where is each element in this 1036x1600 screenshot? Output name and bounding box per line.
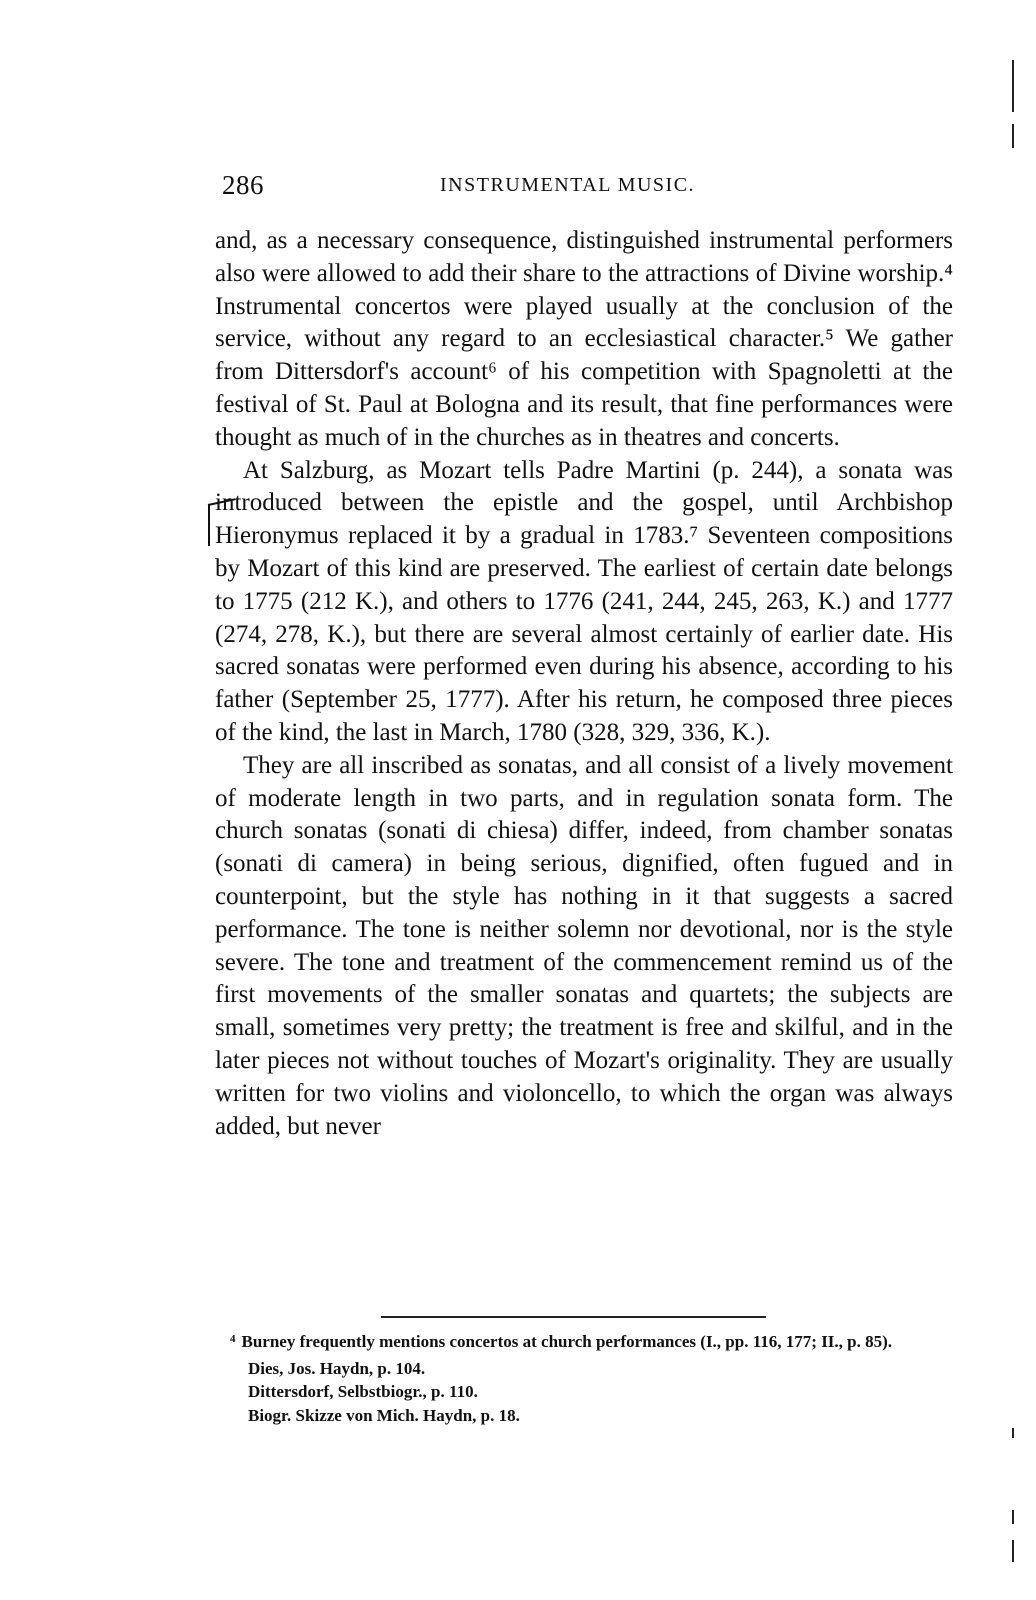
scan-edge-mark (1012, 60, 1014, 112)
scan-edge-mark (1012, 124, 1014, 148)
footnote-text: Biogr. Skizze von Mich. Haydn, p. 18. (248, 1405, 520, 1425)
scan-edge-mark (1012, 1428, 1014, 1438)
footnote-number: 4 (230, 1333, 236, 1345)
footnote-text: Dittersdorf, Selbstbiogr., p. 110. (248, 1382, 478, 1401)
footnote-4 (218, 1330, 954, 1357)
paragraph-1: and, as a necessary consequence, distinguished instrumental performers also were allowed to add their share to the attractions of Divine worship.⁴ Instrumental concertos were played usually at the conclusion of the service, without any regard to an ecclesiastical character.⁵ We gather from Dittersdorf's account⁶ of his competition with Spagnoletti at the festival of St. Paul at Bologna and its result, that fine performances were thought as much of in the churches as in theatres and concerts. (215, 227, 953, 451)
footnote-text: Burney frequently mentions concertos at church performances (I., pp. 116, 177; II., p. 85). (241, 1332, 893, 1351)
scan-edge-mark (1012, 1540, 1014, 1562)
paragraph-3: They are all inscribed as sonatas, and all consist of a lively movement of moderate length in two parts, and in regulation sonata form. The church sonatas (sonati di chiesa) differ, indeed, from chamber sonatas (sonati di camera) in being serious, dignified, often fugued and in counterpoint, but the style has nothing in it that suggests a sacred performance. The tone is neither solemn nor devotional, nor is the style severe. The tone and treatment of the commencement remind us of the first movements of the smaller sonatas and quartets; the subjects are small, sometimes very pretty; the treatment is free and skilful, and in the later pieces not without touches of Mozart's originality. They are usually written for two violins and violoncello, to which the organ was always added, but never (215, 751, 953, 1140)
running-head (222, 170, 962, 202)
scan-edge-mark (1012, 1510, 1014, 1524)
footnote-6 (218, 1380, 954, 1404)
footnote-rule (381, 1316, 766, 1318)
page-number: 286 (222, 170, 264, 200)
body-text (215, 225, 953, 1143)
paragraph-2: At Salzburg, as Mozart tells Padre Martini (p. 244), a sonata was introduced between the epistle and the gospel, until Archbishop Hieronymus replaced it by a gradual in 1783.⁷ Seventeen compositions by Mozart of this kind are preserved. The earliest of certain date belongs to 1775 (212 K.), and others to 1776 (241, 244, 245, 263, K.) and 1777 (274, 278, K.), but there are several almost certainly of earlier date. His sacred sonatas were performed even during his absence, according to his father (September 25, 1777). After his return, he composed three pieces of the kind, the last in March, 1780 (328, 329, 336, K.). (215, 456, 953, 746)
footnotes (218, 1330, 954, 1427)
footnote-text: Dies, Jos. Haydn, p. 104. (248, 1358, 426, 1378)
footnote-7 (218, 1404, 954, 1428)
running-head-title: INSTRUMENTAL MUSIC. (440, 174, 696, 196)
footnote-5 (218, 1357, 954, 1381)
